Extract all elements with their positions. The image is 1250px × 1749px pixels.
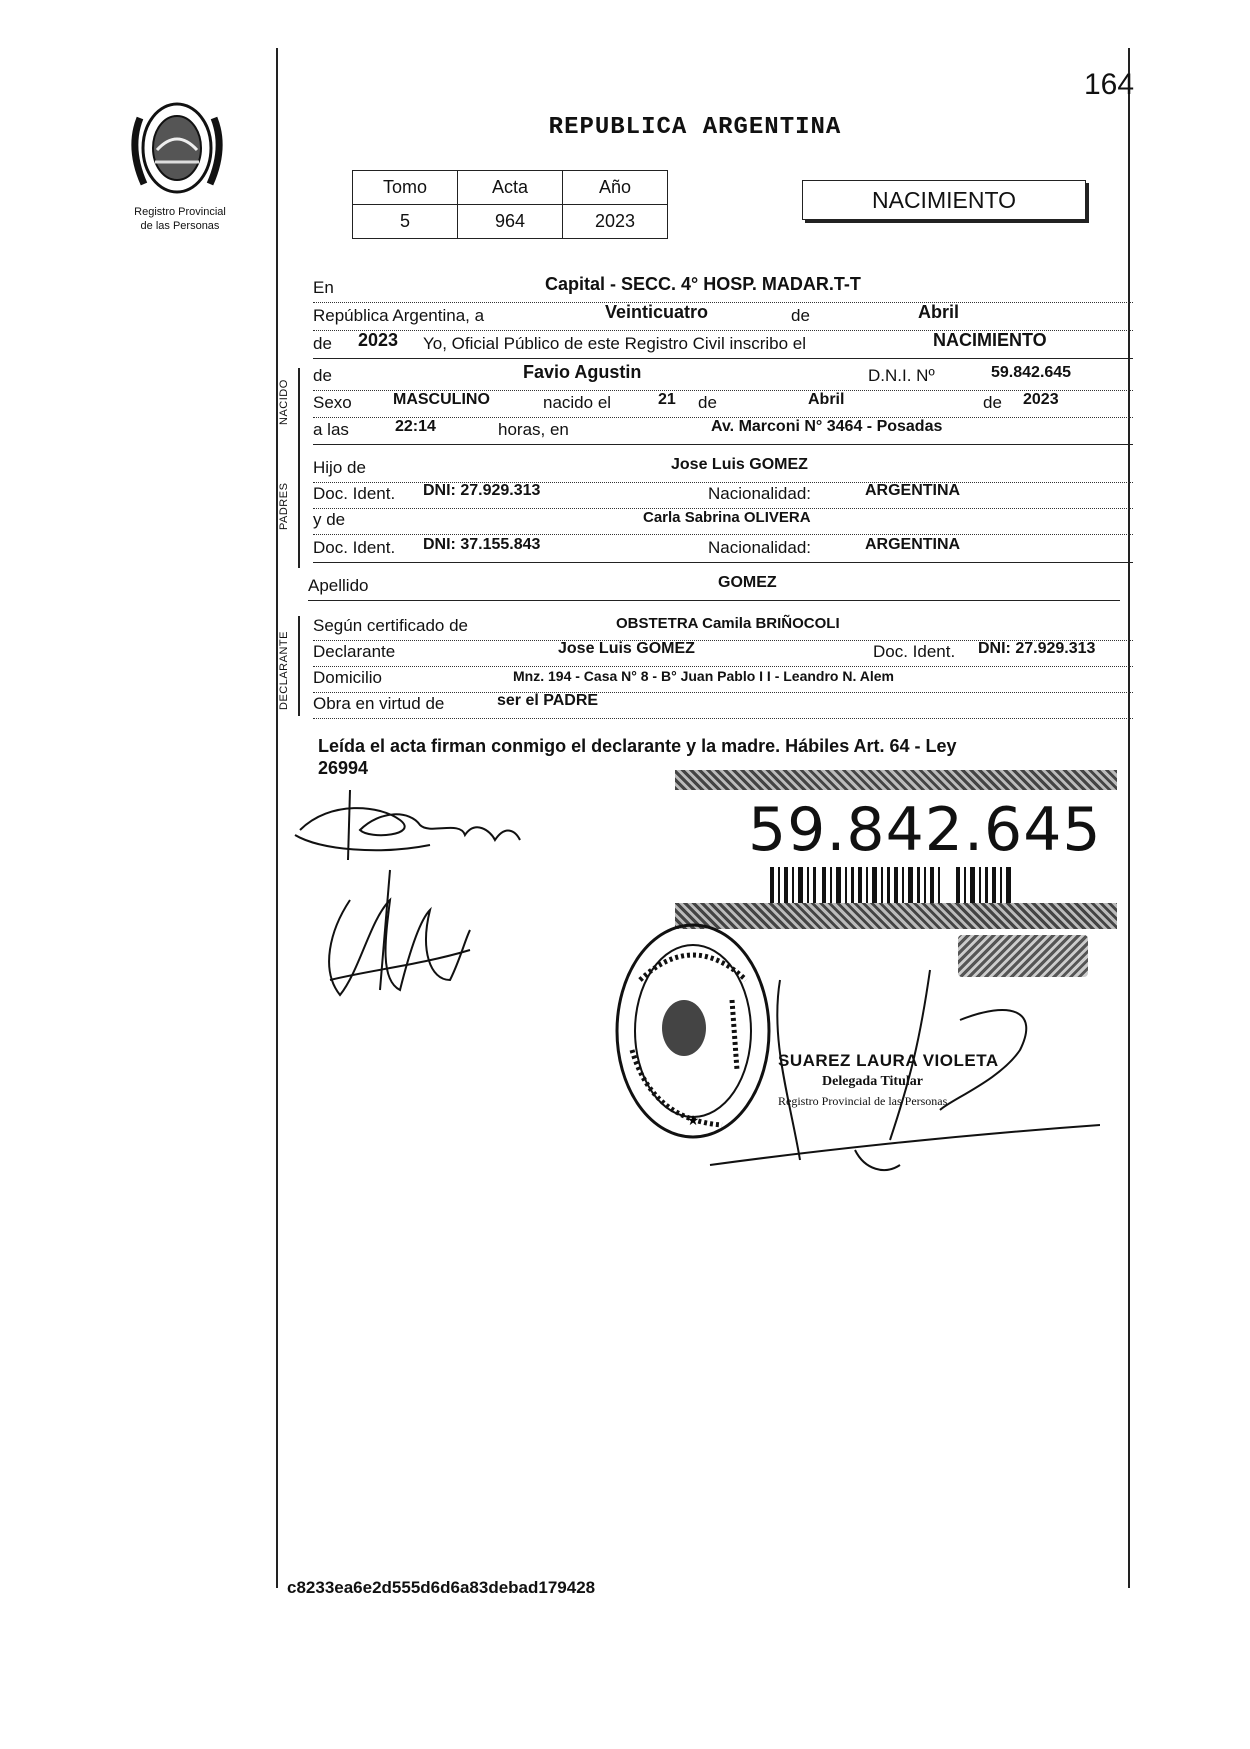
value-mother-nationality: ARGENTINA [865, 536, 961, 553]
label-de-name: de [313, 366, 332, 385]
label-father-doc: Doc. Ident. [313, 484, 396, 503]
label-declarante: Declarante [313, 642, 396, 661]
value-birth-year: 2023 [1023, 391, 1059, 408]
logo-caption-line2: de las Personas [140, 220, 220, 232]
label-mother-nationality: Nacionalidad: [708, 538, 812, 557]
label-de-3: de [983, 393, 1002, 412]
row-father [313, 456, 1133, 483]
reference-table [352, 170, 668, 239]
value-father-doc: DNI: 27.929.313 [423, 482, 541, 499]
value-month: Abril [918, 302, 960, 322]
document-type-box: NACIMIENTO [802, 180, 1086, 220]
value-father-name: Jose Luis GOMEZ [671, 456, 808, 473]
value-year: 2023 [358, 330, 399, 350]
left-margin-line [276, 48, 278, 1588]
value-day-words: Veinticuatro [605, 302, 709, 322]
ref-header-anio: Año [563, 171, 668, 205]
value-birth-place: Av. Marconi N° 3464 - Posadas [711, 418, 943, 435]
label-republica: República Argentina, a [313, 306, 485, 325]
row-time [313, 418, 1133, 445]
ref-value-tomo: 5 [353, 205, 458, 239]
label-certificado: Según certificado de [313, 616, 468, 635]
value-declarante: Jose Luis GOMEZ [558, 640, 695, 657]
row-date [313, 304, 1133, 331]
label-apellido: Apellido [308, 576, 369, 595]
value-dni: 59.842.645 [991, 364, 1072, 381]
value-apellido: GOMEZ [718, 574, 777, 591]
value-sexo: MASCULINO [393, 391, 490, 408]
dni-number-large: 59.842.645 [748, 795, 1102, 865]
closing-line2: 26994 [318, 758, 369, 778]
row-name [313, 364, 1133, 391]
logo-caption [110, 205, 250, 233]
nacido-section-bar [298, 368, 300, 458]
row-sexo [313, 391, 1133, 418]
value-event: NACIMIENTO [933, 330, 1047, 350]
row-event [313, 332, 1133, 359]
country-title: REPUBLICA ARGENTINA [548, 114, 842, 141]
official-office: Registro Provincial de las Personas [778, 1094, 948, 1108]
label-father-nationality: Nacionalidad: [708, 484, 812, 503]
row-place [313, 276, 1133, 303]
ref-value-acta: 964 [458, 205, 563, 239]
official-name: SUAREZ LAURA VIOLETA [778, 1051, 999, 1070]
label-mother-doc: Doc. Ident. [313, 538, 396, 557]
document-hash: c8233ea6e2d555d6d6a83debad179428 [287, 1578, 596, 1597]
value-mother-doc: DNI: 37.155.843 [423, 536, 541, 553]
ref-header-acta: Acta [458, 171, 563, 205]
label-dni: D.N.I. Nº [868, 366, 935, 385]
label-sexo: Sexo [313, 393, 352, 412]
value-domicilio: Mnz. 194 - Casa N° 8 - B° Juan Pablo I I - Leandro N. Alem [513, 668, 894, 684]
label-y-de: y de [313, 510, 346, 529]
value-obra: ser el PADRE [497, 692, 599, 709]
label-obra: Obra en virtud de [313, 694, 445, 713]
row-domicilio [313, 666, 1133, 693]
value-father-nationality: ARGENTINA [865, 482, 961, 499]
closing-line1: Leída el acta firman conmigo el declarante y la madre. Hábiles Art. 64 - Ley [318, 736, 957, 756]
ref-header-tomo: Tomo [353, 171, 458, 205]
label-en: En [313, 278, 334, 297]
value-name: Favio Agustin [523, 362, 642, 382]
row-certificado [313, 614, 1133, 641]
row-obra [313, 692, 1133, 719]
row-mother-doc [313, 536, 1133, 563]
row-declarante [313, 640, 1133, 667]
row-father-doc [313, 482, 1133, 509]
value-place: Capital - SECC. 4° HOSP. MADAR.T-T [545, 274, 861, 294]
province-seal-logo [118, 88, 236, 206]
declarante-section-label: DECLARANTE [278, 631, 290, 710]
label-de-year: de [313, 334, 332, 353]
official-title: Delegada Titular [822, 1074, 923, 1089]
row-apellido [308, 574, 1120, 601]
declarant-signature [290, 780, 550, 1030]
page-number: 164 [1084, 68, 1135, 101]
row-mother [313, 508, 1133, 535]
padres-section-bar [298, 458, 300, 568]
value-declarante-doc: DNI: 27.929.313 [978, 640, 1096, 657]
label-de: de [791, 306, 810, 325]
label-domicilio: Domicilio [313, 668, 382, 687]
nacido-section-label: NACIDO [278, 379, 290, 425]
label-oficial: Yo, Oficial Público de este Registro Civil inscribo el [423, 334, 806, 353]
padres-section-label: PADRES [278, 482, 290, 530]
value-time: 22:14 [395, 418, 436, 435]
logo-caption-line1: Registro Provincial [134, 206, 226, 218]
value-mother-name: Carla Sabrina OLIVERA [643, 509, 811, 526]
value-birth-month: Abril [808, 391, 845, 408]
label-a-las: a las [313, 420, 349, 439]
label-nacido-el: nacido el [543, 393, 612, 412]
value-certificado: OBSTETRA Camila BRIÑOCOLI [616, 615, 840, 632]
ref-value-anio: 2023 [563, 205, 668, 239]
label-de-2: de [698, 393, 717, 412]
label-horas-en: horas, en [498, 420, 569, 439]
value-birth-day: 21 [658, 391, 676, 408]
security-banner-top [675, 770, 1117, 790]
declarante-section-bar [298, 616, 300, 716]
label-declarante-doc: Doc. Ident. [873, 642, 956, 661]
label-hijo-de: Hijo de [313, 458, 366, 477]
svg-text:★: ★ [686, 1113, 700, 1129]
